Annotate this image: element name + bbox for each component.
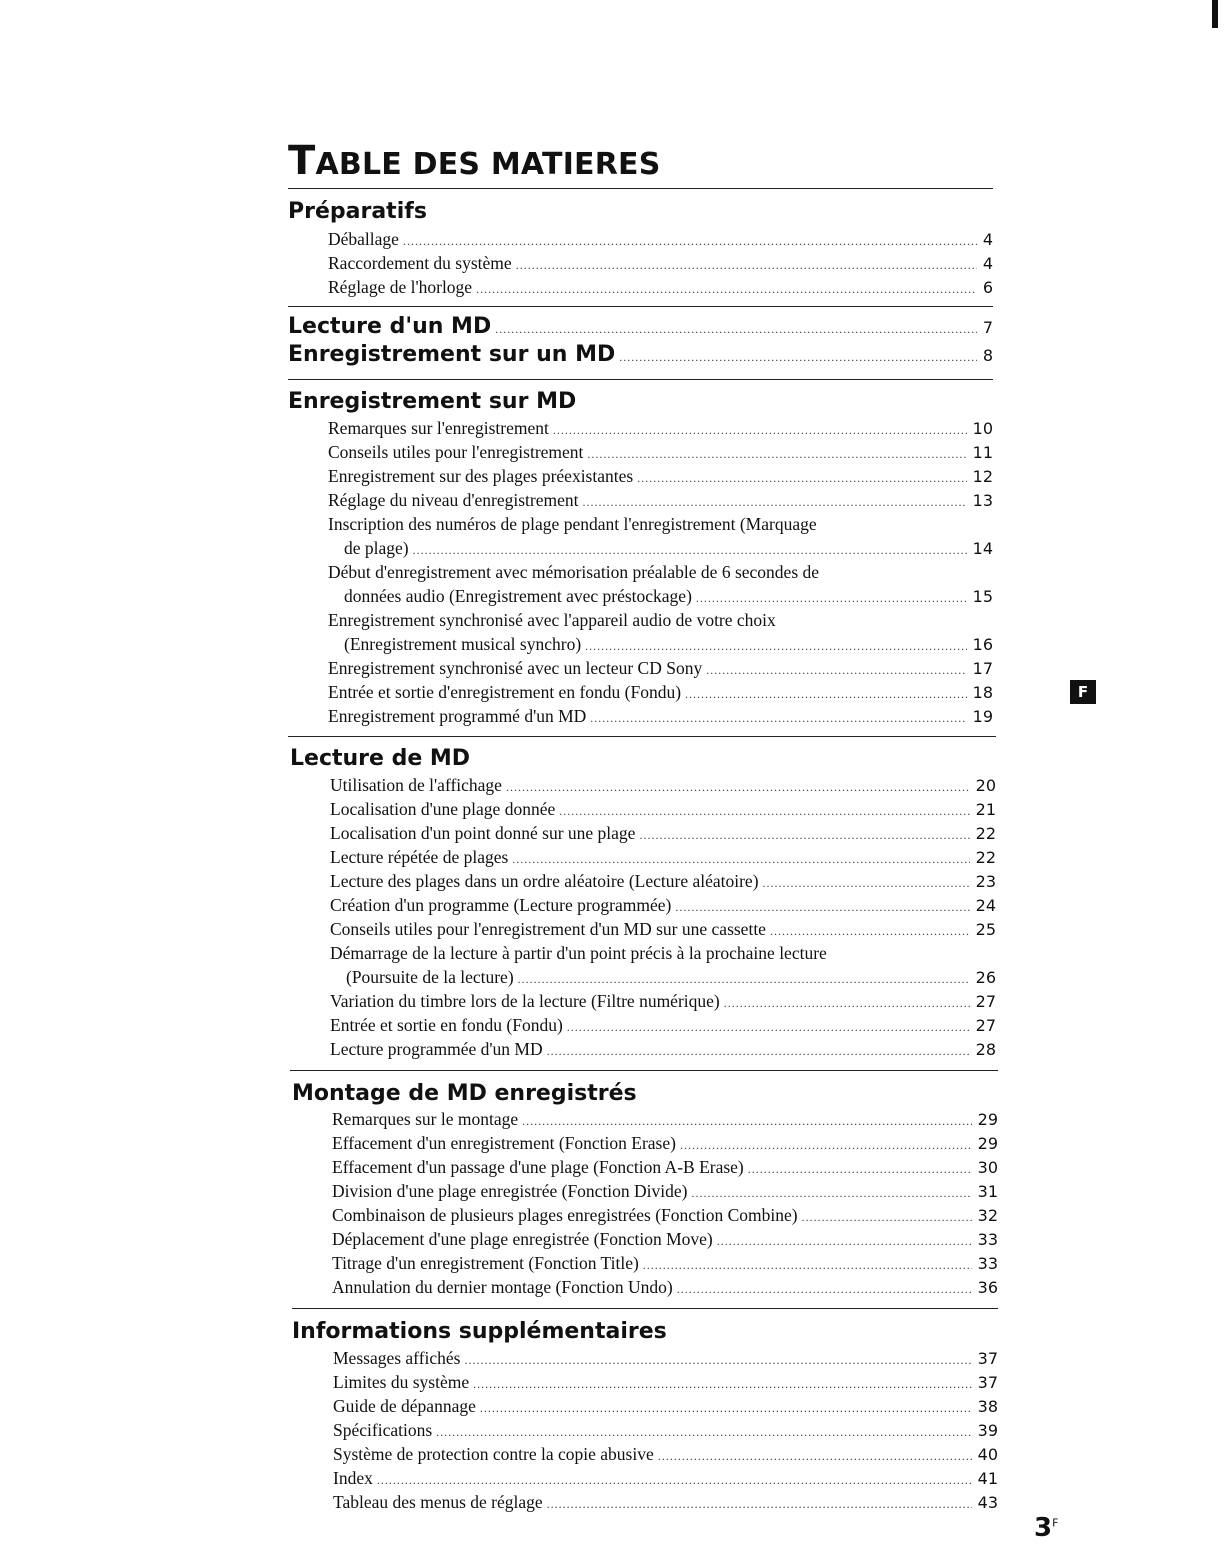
- toc-entry[interactable]: de plage) ..... 14: [344, 536, 993, 562]
- toc-entry-line[interactable]: Démarrage de la lecture à partir d'un point précis à la prochaine lecture: [330, 943, 827, 963]
- toc-entry[interactable]: Variation du timbre lors de la lecture (Filtre numérique) ..... 27: [330, 989, 996, 1015]
- toc-entry[interactable]: Effacement d'un passage d'une plage (Fonction A-B Erase) ..... 30: [332, 1155, 998, 1181]
- divider: [288, 306, 993, 307]
- toc-entry-major[interactable]: Enregistrement sur un MD ..... 8: [288, 342, 993, 367]
- section-heading-preparatifs: Préparatifs: [288, 199, 427, 224]
- toc-entry[interactable]: Combinaison de plusieurs plages enregistrées (Fonction Combine) ..... 32: [332, 1203, 998, 1229]
- divider: [288, 736, 996, 737]
- divider: [288, 379, 993, 380]
- toc-entry[interactable]: Index ..... 41: [333, 1466, 998, 1492]
- toc-entry[interactable]: (Poursuite de la lecture) ..... 26: [346, 965, 996, 991]
- toc-entry[interactable]: Enregistrement sur des plages préexistantes ..... 12: [328, 464, 993, 490]
- toc-entry-major[interactable]: Lecture d'un MD ..... 7: [288, 314, 993, 339]
- divider: [292, 1308, 998, 1309]
- toc-entry[interactable]: Lecture des plages dans un ordre aléatoire (Lecture aléatoire) ..... 23: [330, 869, 996, 895]
- toc-entry[interactable]: Conseils utiles pour l'enregistrement ..... 11: [328, 440, 993, 466]
- toc-entry[interactable]: Réglage de l'horloge ..... 6: [328, 275, 993, 301]
- toc-entry[interactable]: Remarques sur le montage ..... 29: [332, 1107, 998, 1133]
- toc-entry[interactable]: données audio (Enregistrement avec préstockage) ..... 15: [344, 584, 993, 610]
- toc-entry-line[interactable]: Enregistrement synchronisé avec l'appareil audio de votre choix: [328, 610, 776, 630]
- toc-entry[interactable]: (Enregistrement musical synchro) ..... 16: [344, 632, 993, 658]
- toc-entry[interactable]: Réglage du niveau d'enregistrement ..... 13: [328, 488, 993, 514]
- toc-entry[interactable]: Localisation d'un point donné sur une plage ..... 22: [330, 821, 996, 847]
- divider: [290, 1070, 998, 1071]
- toc-entry[interactable]: Lecture programmée d'un MD ..... 28: [330, 1037, 996, 1063]
- section-heading-montage: Montage de MD enregistrés: [292, 1081, 637, 1106]
- toc-entry[interactable]: Tableau des menus de réglage ..... 43: [333, 1490, 998, 1516]
- toc-entry[interactable]: Localisation d'une plage donnée ..... 21: [330, 797, 996, 823]
- toc-entry[interactable]: Enregistrement programmé d'un MD ..... 19: [328, 704, 993, 730]
- toc-entry[interactable]: Limites du système ..... 37: [333, 1370, 998, 1396]
- toc-entry[interactable]: Conseils utiles pour l'enregistrement d'un MD sur une cassette ..... 25: [330, 917, 996, 943]
- toc-entry[interactable]: Messages affichés ..... 37: [333, 1346, 998, 1372]
- toc-entry-line[interactable]: Début d'enregistrement avec mémorisation préalable de 6 secondes de: [328, 562, 820, 582]
- toc-entry[interactable]: Système de protection contre la copie abusive ..... 40: [333, 1442, 998, 1468]
- toc-entry[interactable]: Remarques sur l'enregistrement ..... 10: [328, 416, 993, 442]
- toc-entry[interactable]: Division d'une plage enregistrée (Fonction Divide) ..... 31: [332, 1179, 998, 1205]
- section-heading-lecture: Lecture de MD: [290, 746, 471, 771]
- language-tab: F: [1070, 680, 1096, 704]
- toc-entry[interactable]: Effacement d'un enregistrement (Fonction Erase) ..... 29: [332, 1131, 998, 1157]
- toc-entry[interactable]: Création d'un programme (Lecture programmée) ..... 24: [330, 893, 996, 919]
- toc-entry-line[interactable]: Inscription des numéros de plage pendant l'enregistrement (Marquage: [328, 514, 817, 534]
- toc-entry[interactable]: Raccordement du système ..... 4: [328, 251, 993, 277]
- toc-entry[interactable]: Annulation du dernier montage (Fonction Undo) ..... 36: [332, 1275, 998, 1301]
- divider: [288, 188, 993, 189]
- toc-entry[interactable]: Spécifications ..... 39: [333, 1418, 998, 1444]
- toc-entry[interactable]: Entrée et sortie d'enregistrement en fondu (Fondu) ..... 18: [328, 680, 993, 706]
- toc-entry[interactable]: Déplacement d'une plage enregistrée (Fonction Move) ..... 33: [332, 1227, 998, 1253]
- toc-entry[interactable]: Guide de dépannage ..... 38: [333, 1394, 998, 1420]
- registration-mark: [1212, 0, 1218, 28]
- section-heading-informations: Informations supplémentaires: [292, 1319, 667, 1344]
- toc-entry[interactable]: Déballage ..... 4: [328, 227, 993, 253]
- section-heading-enregistrement: Enregistrement sur MD: [288, 389, 577, 414]
- toc-entry[interactable]: Utilisation de l'affichage ..... 20: [330, 773, 996, 799]
- toc-entry[interactable]: Enregistrement synchronisé avec un lecteur CD Sony ..... 17: [328, 656, 993, 682]
- page-title: TABLE DES MATIERES: [288, 138, 661, 184]
- toc-entry[interactable]: Titrage d'un enregistrement (Fonction Title) ..... 33: [332, 1251, 998, 1277]
- toc-entry[interactable]: Entrée et sortie en fondu (Fondu) ..... 27: [330, 1013, 996, 1039]
- page-number: $3^F$: [1034, 1513, 1059, 1543]
- toc-entry[interactable]: Lecture répétée de plages ..... 22: [330, 845, 996, 871]
